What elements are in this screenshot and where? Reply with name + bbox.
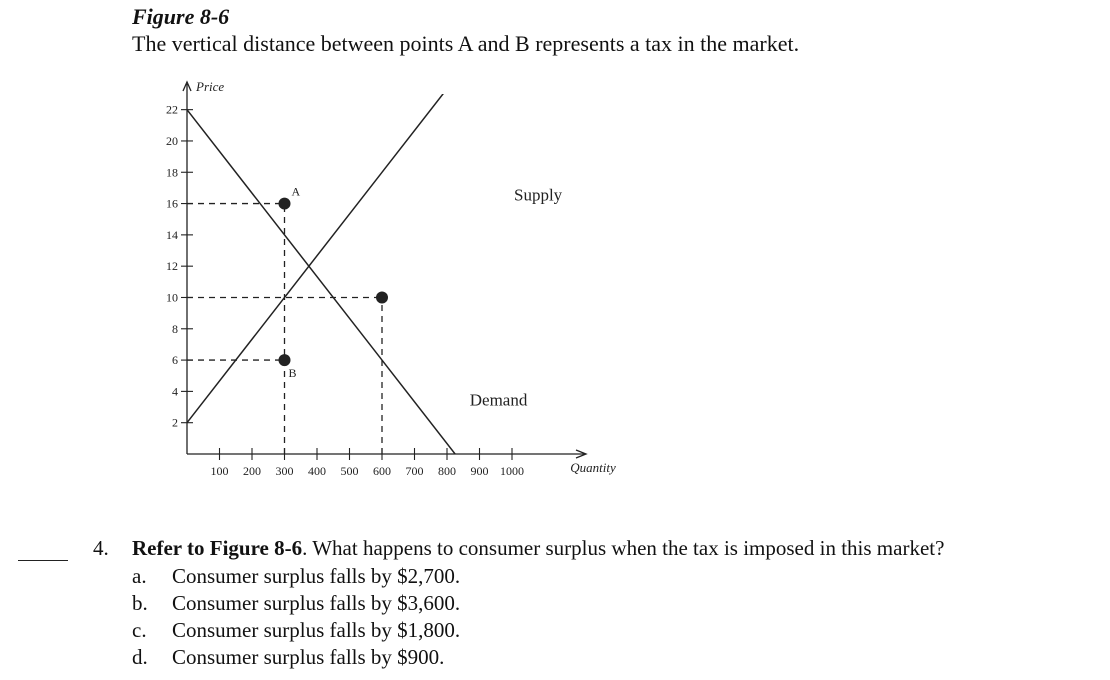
choice-b[interactable] — [132, 591, 460, 616]
y-tick-label: 2 — [172, 415, 178, 430]
choice-letter: c. — [132, 618, 147, 642]
x-tick-label: 600 — [373, 464, 391, 478]
x-tick-label: 1000 — [500, 464, 524, 478]
choice-text: Consumer surplus falls by $900. — [172, 645, 445, 669]
point-a — [279, 198, 291, 210]
demand-curve — [187, 110, 480, 485]
x-tick-label: 300 — [275, 464, 294, 478]
x-tick-label: 700 — [405, 464, 424, 478]
choice-d[interactable] — [132, 645, 444, 670]
supply-curve — [187, 75, 545, 423]
choice-letter: a. — [132, 564, 147, 588]
y-tick-label: 4 — [172, 384, 178, 399]
demand-label: Demand — [469, 390, 528, 410]
x-axis-label: Quantity — [570, 460, 616, 475]
y-tick-label: 20 — [166, 133, 178, 148]
y-tick-label: 18 — [166, 165, 178, 180]
supply-label: Supply — [514, 185, 563, 205]
point-label-a: A — [291, 184, 301, 199]
choice-letter: b. — [132, 591, 148, 615]
x-tick-label: 800 — [438, 464, 456, 478]
y-tick-label: 12 — [166, 259, 178, 274]
equilibrium-point — [376, 291, 388, 303]
y-tick-label: 16 — [166, 196, 178, 211]
y-tick-label: 22 — [166, 102, 178, 117]
figure-title: Figure 8-6 — [132, 4, 230, 29]
x-tick-label: 400 — [308, 464, 326, 478]
choice-letter: d. — [132, 645, 148, 669]
choice-text: Consumer surplus falls by $1,800. — [172, 618, 461, 642]
y-tick-label: 14 — [166, 227, 178, 242]
choice-text: Consumer surplus falls by $3,600. — [172, 591, 461, 615]
point-b — [279, 354, 291, 366]
x-tick-label: 200 — [243, 464, 261, 478]
answer-blank[interactable] — [18, 560, 68, 561]
question-stem-text: . What happens to consumer surplus when the tax is imposed in this market? — [302, 536, 945, 560]
x-tick-label: 900 — [470, 464, 489, 478]
question-stem-reference: Refer to Figure 8-6 — [132, 536, 303, 560]
y-tick-label: 6 — [172, 353, 178, 368]
figure-caption: The vertical distance between points A and B represents a tax in the market. — [132, 31, 800, 56]
y-axis-label: Price — [196, 79, 225, 94]
choice-c[interactable] — [132, 618, 460, 643]
choice-text: Consumer surplus falls by $2,700. — [172, 564, 461, 588]
y-tick-label: 8 — [172, 321, 178, 336]
y-tick-label: 10 — [166, 290, 178, 305]
question-stem — [132, 536, 944, 561]
choice-a[interactable] — [132, 564, 460, 589]
supply-demand-chart — [150, 75, 620, 485]
point-label-b: B — [288, 366, 297, 381]
question-number: 4. — [93, 536, 109, 560]
x-tick-label: 100 — [210, 464, 229, 478]
x-tick-label: 500 — [340, 464, 359, 478]
